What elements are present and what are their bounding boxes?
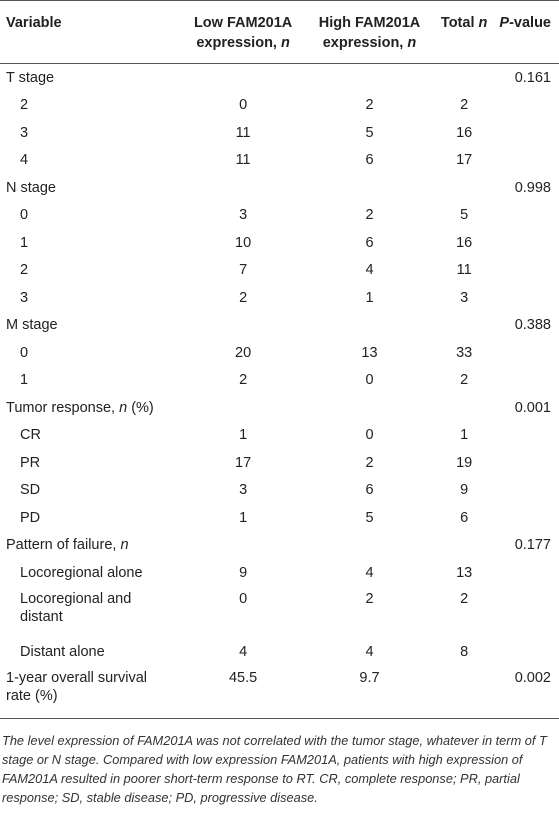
cell-high [304, 174, 435, 202]
cell-total [435, 312, 493, 340]
row-label [0, 394, 182, 422]
cell-total [435, 666, 493, 719]
cell-high: 2 [365, 207, 374, 224]
cell-p [493, 339, 559, 367]
cell-low: 0 [239, 590, 248, 607]
row-label: Locoregional alone [20, 564, 143, 581]
header-total-n: n [478, 15, 488, 31]
cell-low: 1 [239, 427, 248, 444]
cell-high: 0 [365, 372, 374, 389]
cell-p: 0.177 [514, 537, 551, 554]
cell-low: 45.5 [182, 666, 304, 719]
cell-high [304, 64, 435, 92]
row-label: 1 [20, 372, 29, 389]
row-label-n: n [119, 399, 128, 416]
cell-p [493, 229, 559, 257]
cell-total: 13 [456, 564, 473, 581]
row-label-text: Pattern of failure, [6, 537, 121, 554]
header-high-line1: High FAM201A [318, 15, 421, 31]
cell-total: 17 [456, 152, 473, 169]
cell-p: 0.001 [514, 399, 551, 416]
header-variable: Variable [0, 1, 182, 64]
table-row [0, 666, 559, 719]
cell-low: 1 [239, 509, 248, 526]
cell-p: 0.998 [514, 179, 551, 196]
row-label: N stage [6, 179, 56, 196]
cell-total: 1 [460, 427, 469, 444]
table-row [0, 147, 559, 175]
cell-total: 6 [460, 509, 469, 526]
cell-low: 11 [235, 152, 251, 169]
cell-p [493, 92, 559, 120]
header-low-line1: Low FAM201A [193, 15, 293, 31]
cell-low: 7 [239, 262, 248, 279]
cell-total: 33 [456, 344, 473, 361]
header-p: P [499, 15, 510, 31]
table-row [0, 174, 559, 202]
cell-total: 16 [456, 124, 473, 141]
table-row [0, 422, 559, 450]
cell-high: 6 [365, 234, 374, 251]
cell-high [304, 532, 435, 560]
row-label [0, 587, 182, 639]
cell-total: 2 [460, 372, 469, 389]
row-label-line2: rate (%) [6, 688, 58, 704]
row-label-text: Tumor response, [6, 399, 120, 416]
cell-total [435, 394, 493, 422]
table-row [0, 532, 559, 560]
row-label: CR [20, 427, 41, 444]
cell-total: 2 [460, 97, 469, 114]
cell-low [182, 532, 304, 560]
header-row [0, 1, 559, 64]
cell-p [493, 257, 559, 285]
row-label: 0 [20, 344, 29, 361]
cell-p [493, 504, 559, 532]
cell-high: 9.7 [304, 666, 435, 719]
table-row [0, 559, 559, 587]
row-label: 3 [20, 124, 29, 141]
cell-p [493, 202, 559, 230]
table-row [0, 229, 559, 257]
header-p-suffix: -value [509, 15, 551, 31]
header-total-label: Total [440, 15, 479, 31]
cell-low: 20 [235, 344, 252, 361]
cell-low: 10 [235, 234, 252, 251]
cell-high [304, 394, 435, 422]
cell-total: 5 [460, 207, 469, 224]
row-label: T stage [6, 69, 55, 86]
cell-low [182, 312, 304, 340]
header-low-expression [182, 1, 304, 64]
header-high-line2: expression, [322, 35, 408, 51]
cell-low: 9 [239, 564, 248, 581]
cell-low: 17 [235, 454, 252, 471]
cell-total: 11 [456, 262, 472, 279]
cell-high: 2 [365, 97, 374, 114]
cell-p [493, 477, 559, 505]
cell-p: 0.002 [493, 666, 559, 719]
cell-p [493, 422, 559, 450]
cell-p: 0.161 [514, 69, 551, 86]
cell-low [182, 394, 304, 422]
cell-low: 11 [235, 124, 251, 141]
table-row [0, 477, 559, 505]
cell-high: 4 [365, 564, 374, 581]
table-row [0, 394, 559, 422]
cell-p [493, 587, 559, 639]
table-row [0, 312, 559, 340]
row-label [0, 532, 182, 560]
cell-high: 4 [365, 644, 374, 661]
cell-total: 19 [456, 454, 473, 471]
cell-p [493, 284, 559, 312]
table-row [0, 202, 559, 230]
cell-total: 2 [460, 590, 469, 607]
row-label-line2: distant [20, 608, 63, 625]
cell-high: 0 [365, 427, 374, 444]
table-row [0, 119, 559, 147]
row-label-n: n [120, 537, 129, 554]
table-row [0, 284, 559, 312]
cell-p: 0.388 [514, 317, 551, 334]
cell-p [493, 559, 559, 587]
row-label-suffix: (%) [127, 399, 154, 416]
cell-high: 6 [365, 482, 374, 499]
header-high-n: n [407, 35, 417, 51]
cell-low: 3 [239, 207, 248, 224]
cell-p [493, 639, 559, 667]
cell-low [182, 64, 304, 92]
cell-total: 9 [460, 482, 469, 499]
table-footnote: The level expression of FAM201A was not correlated with the tumor stage, whatever in term of T stage or N stage. Compared with low expression FAM201A, patients with high expression of FAM201A resulted in poorer short-term response to RT. CR, complete response; PR, partial response; SD, stable disease; PD, progressive disease. [2, 733, 547, 805]
cell-high: 6 [365, 152, 374, 169]
cell-total: 3 [460, 289, 469, 306]
cell-high: 5 [365, 509, 374, 526]
row-label: M stage [6, 317, 58, 334]
cell-low: 3 [239, 482, 248, 499]
cell-total [435, 64, 493, 92]
cell-high: 5 [365, 124, 374, 141]
cell-p [493, 449, 559, 477]
row-label: 2 [20, 97, 29, 114]
table-row [0, 504, 559, 532]
cell-high: 2 [365, 590, 374, 607]
cell-total [435, 532, 493, 560]
row-label: 4 [20, 152, 29, 169]
cell-p [493, 367, 559, 395]
row-label: PR [20, 454, 41, 471]
row-label-line1: Locoregional and [20, 590, 132, 607]
cell-high: 13 [361, 344, 378, 361]
cell-low [182, 174, 304, 202]
cell-high: 2 [365, 454, 374, 471]
cell-low: 2 [239, 289, 248, 306]
table-row [0, 367, 559, 395]
header-p-value [493, 1, 559, 64]
row-label: PD [20, 509, 41, 526]
row-label: SD [20, 482, 41, 499]
cell-low: 0 [239, 97, 248, 114]
cell-total: 16 [456, 234, 473, 251]
table-row [0, 587, 559, 639]
row-label: 2 [20, 262, 29, 279]
row-label: 1 [20, 234, 29, 251]
cell-p [493, 119, 559, 147]
table-row [0, 449, 559, 477]
cell-high: 1 [365, 289, 374, 306]
table-row [0, 339, 559, 367]
row-label-line1: 1-year overall survival [6, 670, 148, 686]
row-label: Distant alone [20, 644, 105, 661]
row-label: 0 [20, 207, 29, 224]
cell-total [435, 174, 493, 202]
table-row [0, 257, 559, 285]
header-total [435, 1, 493, 64]
row-label [0, 666, 182, 719]
cell-high: 4 [365, 262, 374, 279]
cell-p [493, 147, 559, 175]
cell-low: 2 [239, 372, 248, 389]
cell-high [304, 312, 435, 340]
cell-low: 4 [239, 644, 248, 661]
header-high-expression [304, 1, 435, 64]
cell-total: 8 [460, 644, 469, 661]
table-row [0, 639, 559, 667]
row-label: 3 [20, 289, 29, 306]
header-low-line2: expression, [196, 35, 281, 51]
header-low-n: n [280, 35, 290, 51]
table-row [0, 92, 559, 120]
table-row [0, 64, 559, 92]
